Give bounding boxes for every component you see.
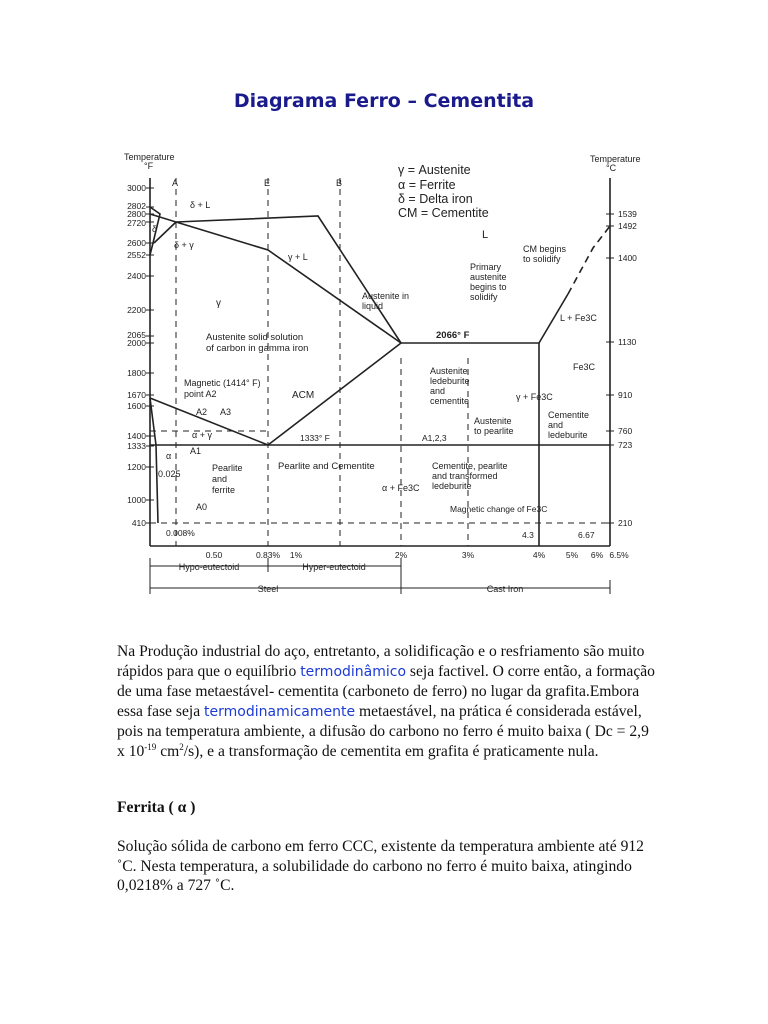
marker-a: A: [172, 178, 179, 188]
label-cem-led-2: and: [548, 420, 564, 430]
left-tick: 2000: [127, 338, 146, 348]
label-cpt-2: and transformed: [432, 471, 498, 481]
label-gamma-fe3c: γ + Fe3C: [516, 392, 553, 402]
left-axis-title: Temperature: [124, 152, 175, 162]
bottom-tick: 0.83%: [255, 550, 281, 560]
section-heading: Ferrita ( α ): [117, 799, 196, 816]
paragraph-text: cm: [156, 742, 180, 760]
legend-austenite: γ = Austenite: [398, 163, 471, 177]
label-cpt-3: ledeburite: [432, 481, 472, 491]
label-hypo: Hypo-eutectoid: [178, 562, 240, 572]
bottom-tick: 3%: [461, 550, 475, 560]
right-tick: 723: [618, 440, 633, 450]
cm-liquidus-dashed: [568, 226, 610, 294]
label-fe3c: Fe3C: [573, 362, 596, 372]
label-alpha-fe3c: α + Fe3C: [382, 483, 420, 493]
label-a123: A1,2,3: [422, 433, 447, 443]
paragraph-ferrita: Solução sólida de carbono em ferro CCC, existente da temperatura ambiente até 912 ˚C. Nesta temperatura, a solubilidade do carbono no ferro é muito baixa, atingindo 0,0218% a 727 ˚C.: [117, 838, 644, 894]
solvus-alpha: [150, 398, 158, 523]
label-aus-pearl-2: to pearlite: [474, 426, 514, 436]
left-tick: 2600: [127, 238, 146, 248]
left-tick: 1200: [127, 462, 146, 472]
label-l: L: [482, 229, 489, 241]
right-axis-unit: °C: [606, 163, 617, 173]
label-delta-l: δ + L: [190, 200, 211, 210]
paragraph-text: seja factivel. O corre então, a formação de uma fase metaestável- cementita (carboneto de ferro) no lugar da grafita.Embora essa fase seja: [117, 662, 655, 720]
label-delta: δ: [152, 224, 158, 234]
label-pc: Pearlite and Cementite: [278, 461, 375, 472]
right-tick: 1539: [618, 209, 637, 219]
label-cm-begins-2: to solidify: [523, 254, 561, 264]
page-title: Diagrama Ferro – Cementita: [233, 90, 535, 112]
liquidus-left: [150, 214, 401, 343]
acm-line: [268, 343, 401, 445]
left-tick: 410: [131, 518, 146, 528]
label-alpha: α: [166, 451, 172, 461]
label-0025: 0.025: [158, 469, 181, 479]
left-tick: 1333: [127, 441, 146, 451]
label-primary-1: Primary: [470, 262, 501, 272]
solidus: [176, 222, 401, 343]
paragraph-text: metaestável, na prática é considerada estável, pois na temperatura ambiente, a difusão do carbono no ferro é muito baixa ( Dc = 2,9 x 10: [117, 702, 649, 760]
paragraph-text: Na Produção industrial do aço, entretanto, a solidificação e o resfriamento são muito rápidos para que o equilíbrio: [117, 643, 645, 680]
label-aus-solid-1: Austenite solid solution: [206, 332, 304, 343]
right-tick: 760: [618, 426, 633, 436]
label-pf-2: and: [212, 474, 228, 484]
left-axis-unit: °F: [144, 161, 154, 171]
label-aus-led-2: ledeburite: [430, 376, 470, 386]
right-axis-title: Temperature: [590, 154, 641, 164]
left-tick: 1600: [127, 401, 146, 411]
label-magnetic-2: point A2: [184, 389, 217, 399]
paragraph-text: /s), e a transformação de cementita em grafita é praticamente nula.: [183, 742, 599, 760]
link-termodinamicamente[interactable]: termodinamicamente: [204, 703, 356, 720]
left-tick: 2802: [127, 201, 146, 211]
label-mag-change: Magnetic change of Fe3C: [450, 504, 548, 514]
label-cm-begins-1: CM begins: [523, 244, 567, 254]
bottom-tick: 4%: [532, 550, 546, 560]
label-steel: Steel: [257, 584, 279, 594]
left-tick: 2065: [127, 330, 146, 340]
legend-ferrite: α = Ferrite: [398, 178, 456, 192]
right-tick: 1130: [618, 337, 637, 347]
label-primary-2: austenite: [470, 272, 507, 282]
superscript: 2: [179, 741, 184, 752]
label-gamma: γ: [216, 298, 221, 309]
label-aus-pearl-1: Austenite: [474, 416, 512, 426]
label-aus-led-4: cementite: [430, 396, 470, 406]
label-pf-1: Pearlite: [212, 463, 243, 473]
label-aus-solid-2: of carbon in gamma iron: [206, 343, 309, 354]
left-tick: 2720: [127, 218, 146, 228]
legend-delta: δ = Delta iron: [398, 192, 473, 206]
marker-e: E: [264, 178, 271, 188]
label-a0: A0: [196, 502, 208, 512]
label-aus-led-1: Austenite: [430, 366, 468, 376]
label-primary-3: begins to: [470, 282, 507, 292]
left-tick: 2200: [127, 305, 146, 315]
legend-cementite: CM = Cementite: [398, 206, 489, 220]
left-tick: 1000: [127, 495, 146, 505]
label-aus-liquid-1: Austenite in: [362, 291, 410, 301]
left-tick: 1670: [127, 390, 146, 400]
label-aus-led-3: and: [430, 386, 446, 396]
label-eutectoid-temp: 1333° F: [300, 433, 330, 443]
label-gamma-l: γ + L: [288, 252, 308, 262]
label-cast-iron: Cast Iron: [486, 584, 524, 594]
bottom-tick: 6.5%: [609, 550, 629, 560]
label-cpt-1: Cementite, pearlite: [432, 461, 508, 471]
phase-diagram-svg: [118, 148, 648, 598]
bottom-tick: 2%: [394, 550, 408, 560]
label-pf-3: ferrite: [212, 485, 236, 495]
label-primary-4: solidify: [470, 292, 498, 302]
label-43: 4.3: [522, 530, 534, 540]
label-l-fe3c: L + Fe3C: [560, 313, 597, 323]
label-magnetic-1: Magnetic (1414° F): [184, 378, 261, 388]
label-alpha-gamma: α + γ: [192, 430, 212, 440]
right-tick: 210: [618, 518, 633, 528]
label-a3: A3: [220, 407, 232, 417]
label-667: 6.67: [578, 530, 595, 540]
label-a2: A2: [196, 407, 208, 417]
label-hyper: Hyper-eutectoid: [302, 562, 366, 572]
right-tick: 1492: [618, 221, 637, 231]
label-a1: A1: [190, 446, 202, 456]
right-tick: 910: [618, 390, 633, 400]
left-tick: 1800: [127, 368, 146, 378]
label-0008: 0.008%: [166, 528, 195, 538]
bottom-tick: 0.50: [205, 550, 223, 560]
label-delta-gamma: δ + γ: [174, 240, 194, 250]
label-aus-liquid-2: liquid: [362, 301, 384, 311]
bottom-tick: 5%: [565, 550, 579, 560]
label-acm: ACM: [292, 390, 315, 401]
bottom-tick: 1%: [289, 550, 303, 560]
iron-cementite-diagram: [118, 148, 648, 598]
bottom-tick: 6%: [590, 550, 604, 560]
label-cem-led-1: Cementite: [548, 410, 590, 420]
left-tick: 1400: [127, 431, 146, 441]
left-tick: 3000: [127, 183, 146, 193]
marker-b: B: [336, 178, 343, 188]
left-tick: 2800: [127, 209, 146, 219]
label-eutectic-temp: 2066° F: [436, 330, 470, 341]
paragraph-intro: [117, 642, 657, 761]
link-termodinamico[interactable]: termodinâmico: [300, 663, 407, 680]
right-tick: 1400: [618, 253, 637, 263]
left-tick: 2552: [127, 250, 146, 260]
left-tick: 2400: [127, 271, 146, 281]
label-cem-led-3: ledeburite: [548, 430, 588, 440]
superscript: -19: [144, 741, 157, 752]
